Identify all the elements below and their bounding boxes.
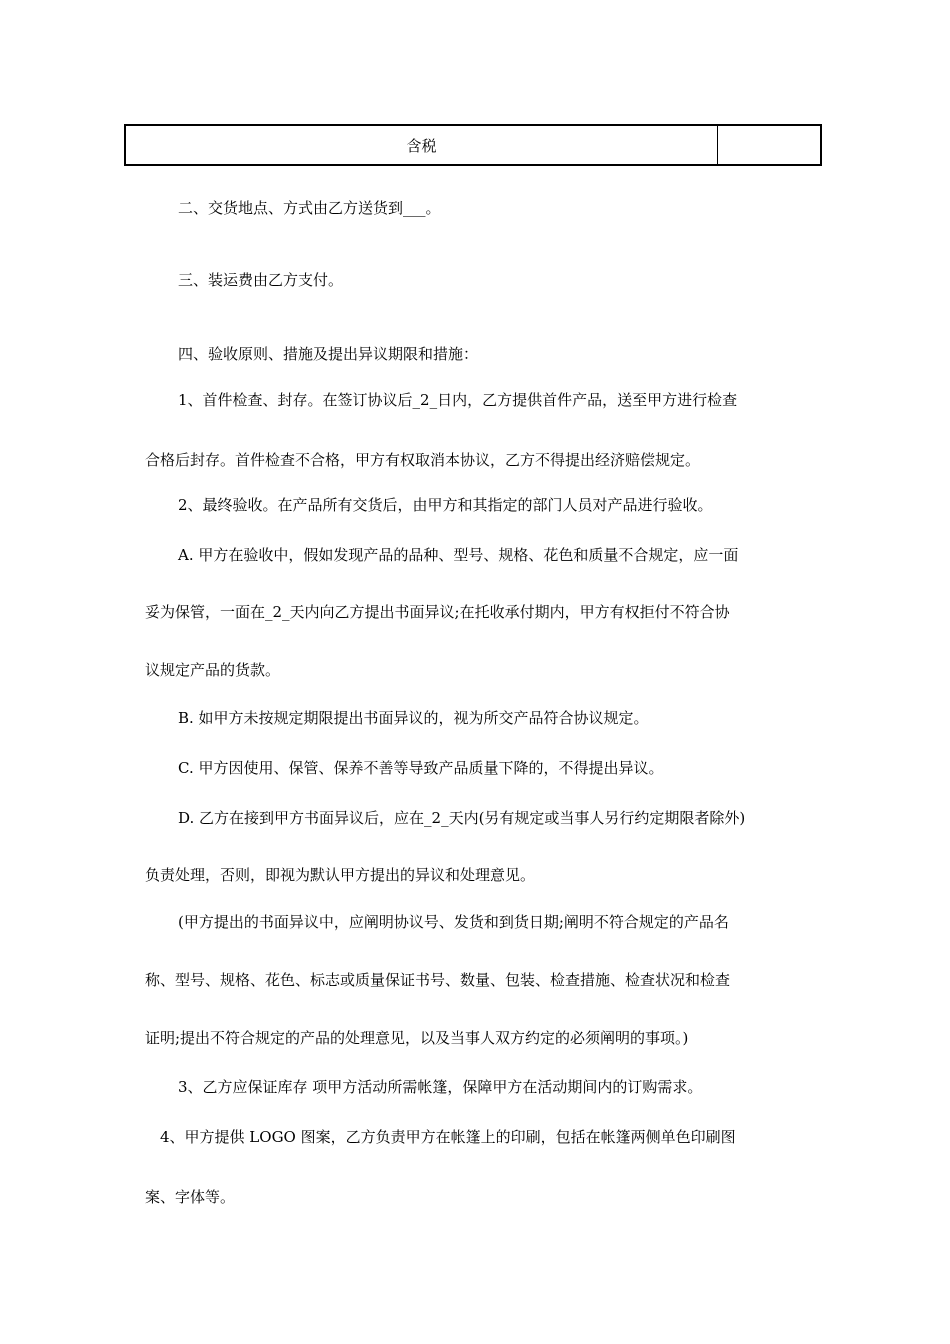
objection-note-line-1: (甲方提出的书面异议中，应阐明协议号、发货和到货日期;阐明不符合规定的产品名: [178, 913, 729, 931]
clause-a-line-2: 妥为保管，一面在_2_天内向乙方提出书面异议;在托收承付期内，甲方有权拒付不符合协: [145, 603, 730, 621]
delivery-clause: 二、交货地点、方式由乙方送货到___。: [178, 199, 441, 217]
clause-c: C. 甲方因使用、保管、保养不善等导致产品质量下降的，不得提出异议。: [178, 759, 664, 777]
clause-d-line-2: 负责处理，否则，即视为默认甲方提出的异议和处理意见。: [145, 866, 536, 884]
clause-d-line-1: D. 乙方在接到甲方书面异议后，应在_2_天内(另有规定或当事人另行约定期限者除外): [178, 809, 746, 827]
objection-note-line-3: 证明;提出不符合规定的产品的处理意见，以及当事人双方约定的必须阐明的事项。): [145, 1029, 689, 1047]
table-cell-empty: [718, 126, 820, 164]
tax-table: [124, 124, 822, 166]
clause-a-line-3: 议规定产品的货款。: [145, 661, 281, 679]
final-acceptance-clause: 2、最终验收。在产品所有交货后，由甲方和其指定的部门人员对产品进行验收。: [178, 496, 713, 514]
first-inspection-line-1: 1、首件检查、封存。在签订协议后_2_日内，乙方提供首件产品，送至甲方进行检查: [178, 391, 738, 409]
objection-note-line-2: 称、型号、规格、花色、标志或质量保证书号、数量、包装、检查措施、检查状况和检查: [145, 971, 731, 989]
acceptance-heading: 四、验收原则、措施及提出异议期限和措施：: [178, 345, 479, 363]
shipping-cost-clause: 三、装运费由乙方支付。: [178, 271, 344, 289]
logo-printing-line-2: 案、字体等。: [145, 1188, 236, 1206]
first-inspection-line-2: 合格后封存。首件检查不合格，甲方有权取消本协议，乙方不得提出经济赔偿规定。: [145, 451, 701, 469]
clause-a-line-1: A. 甲方在验收中，假如发现产品的品种、型号、规格、花色和质量不合规定，应一面: [178, 546, 739, 564]
logo-printing-line-1: 4、甲方提供 LOGO 图案，乙方负责甲方在帐篷上的印刷，包括在帐篷两侧单色印刷图: [160, 1128, 736, 1146]
stock-guarantee-clause: 3、乙方应保证库存 项甲方活动所需帐篷，保障甲方在活动期间内的订购需求。: [178, 1078, 703, 1096]
table-cell-tax: 含税: [126, 126, 718, 164]
clause-b: B. 如甲方未按规定期限提出书面异议的，视为所交产品符合协议规定。: [178, 709, 649, 727]
